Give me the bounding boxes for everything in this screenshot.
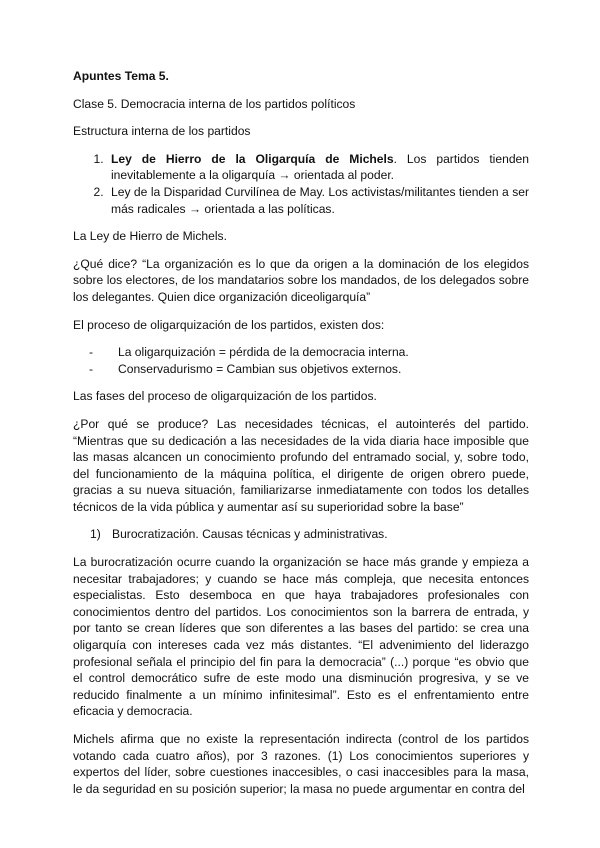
- why-paragraph: ¿Por qué se produce? Las necesidades técnicas, el autointerés del partido. “Mientras que su dedicación a las necesidades de la vida diaria hace imposible que las masas alcancen un conocimiento profundo del entramado social, y, sobre todo, del funcionamiento de la máquina política, el dirigente de origen obrero puede, gracias a su nueva situación, familiarizarse inmediatamente con todos los detalles técnicos de la vida pública y aumentar así su superioridad sobre la base”: [73, 416, 529, 514]
- law-heading: La Ley de Hierro de Michels.: [73, 229, 227, 244]
- bureaucracy-paragraph: La burocratización ocurre cuando la organización se hace más grande y empieza a necesitar trabajadores; y cuando se hace más compleja, que necesita entonces especialistas. Esto desemboca en que haya trabajadores profesionales con conocimientos dentro del partidos. Los conocimientos son la barrera de entrada, y por tanto se crean líderes que son diferentes a las bases del partido: se crea una oligarquía con intereses cada vez más distantes. “El advenimiento del liderazgo profesional señala el principio del fin para la democracia” (...) porque “es obvio que el control democrático sufre de este modo una disminución progresiva, y se ve reducido finalmente a un mínimo infinitesimal”. Esto es el enfrentamiento entre eficacia y democracia.: [73, 555, 529, 719]
- what-says-paragraph: ¿Qué dice? “La organización es lo que da origen a la dominación de los elegidos sobre los electores, de los mandatarios sobre los mandados, de los delegados sobre los delegantes. Quien dice organización diceoligarquía”: [73, 256, 529, 304]
- list-item-text: Ley de la Disparidad Curvilínea de May. Los activistas/militantes tienden a ser más radicales → orientada a las políticas.: [111, 184, 529, 216]
- list-item-text: Conservadurismo = Cambian sus objetivos externos.: [118, 361, 402, 376]
- dash-marker: -: [89, 361, 94, 376]
- process-intro: El proceso de oligarquización de los partidos, existen dos:: [73, 317, 385, 332]
- laws-numbered-list: [73, 151, 529, 217]
- list-item-text: . Los partidos tienden inevitablemente a la oligarquía → orientada al poder.: [111, 151, 529, 183]
- list-item: [89, 344, 529, 361]
- dash-marker: -: [89, 345, 94, 360]
- phases-heading: Las fases del proceso de oligarquización de los partidos.: [73, 389, 377, 404]
- process-dash-list: [73, 344, 529, 377]
- list-item: [107, 151, 529, 184]
- document-title: Apuntes Tema 5.: [73, 69, 169, 83]
- section-heading: Estructura interna de los partidos: [73, 124, 251, 139]
- phase-marker: 1): [90, 527, 101, 542]
- list-item-text: La oligarquización = pérdida de la democracia interna.: [118, 345, 409, 360]
- list-item: [89, 361, 529, 378]
- phase-item-text: Burocratización. Causas técnicas y administrativas.: [112, 527, 388, 542]
- law-name-bold: Ley de Hierro de la Oligarquía de Michels: [111, 151, 394, 166]
- class-heading: Clase 5. Democracia interna de los partidos políticos: [73, 96, 356, 111]
- michels-paragraph: Michels afirma que no existe la representación indirecta (control de los partidos votando cada cuatro años), por 3 razones. (1) Los conocimientos superiores y expertos del líder, sobre cuestiones inaccesibles, o casi inaccesibles para la masa, le da seguridad en su posición superior; la masa no puede argumentar en contra del: [73, 732, 529, 796]
- list-item: [107, 184, 529, 217]
- phase-item: [73, 526, 529, 543]
